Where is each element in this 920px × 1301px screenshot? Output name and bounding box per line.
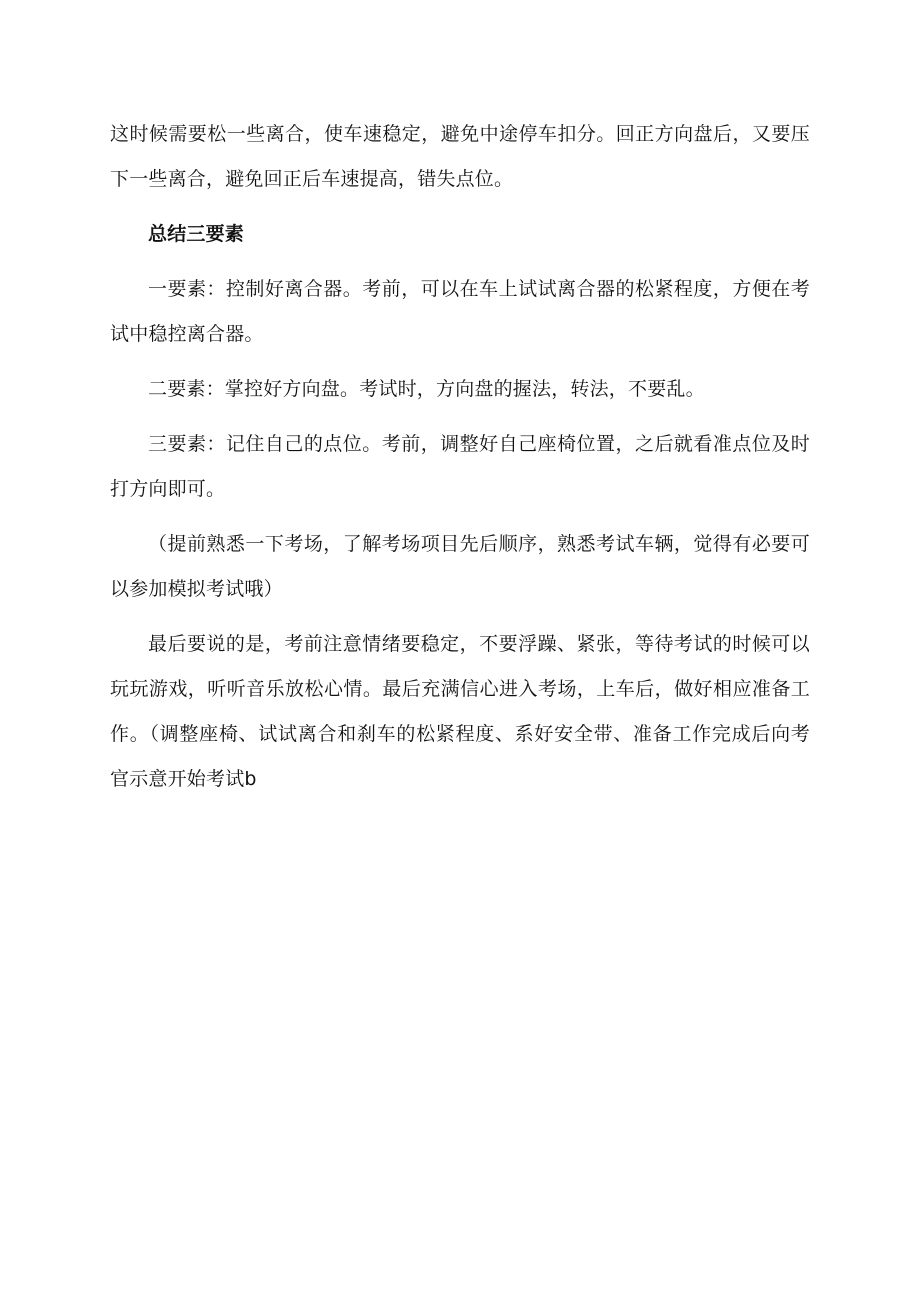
paragraph-5: （提前熟悉一下考场，了解考场项目先后顺序，熟悉考试车辆，觉得有必要可以参加模拟考试哦）	[110, 533, 810, 600]
document-body	[110, 112, 810, 812]
paragraph-1: 这时候需要松一些离合，使车速稳定，避免中途停车扣分。回正方向盘后，又要压下一些离合，避免回正后车速提高，错失点位。	[110, 123, 810, 190]
paragraph-4: 三要素：记住自己的点位。考前，调整好自己座椅位置，之后就看准点位及时打方向即可。	[110, 433, 810, 500]
section-heading: 总结三要素	[148, 223, 245, 245]
paragraph-2: 一要素：控制好离合器。考前，可以在车上试试离合器的松紧程度，方便在考试中稳控离合器。	[110, 278, 810, 345]
paragraph-3: 二要素：掌控好方向盘。考试时，方向盘的握法，转法，不要乱。	[148, 378, 705, 400]
paragraph-6: 最后要说的是，考前注意情绪要稳定，不要浮躁、紧张，等待考试的时候可以玩玩游戏，听听音乐放松心情。最后充满信心进入考场，上车后，做好相应准备工作。（调整座椅、试试离合和刹车的松紧程度、系好安全带、准备工作完成后向考官示意开始考试b	[110, 633, 810, 790]
